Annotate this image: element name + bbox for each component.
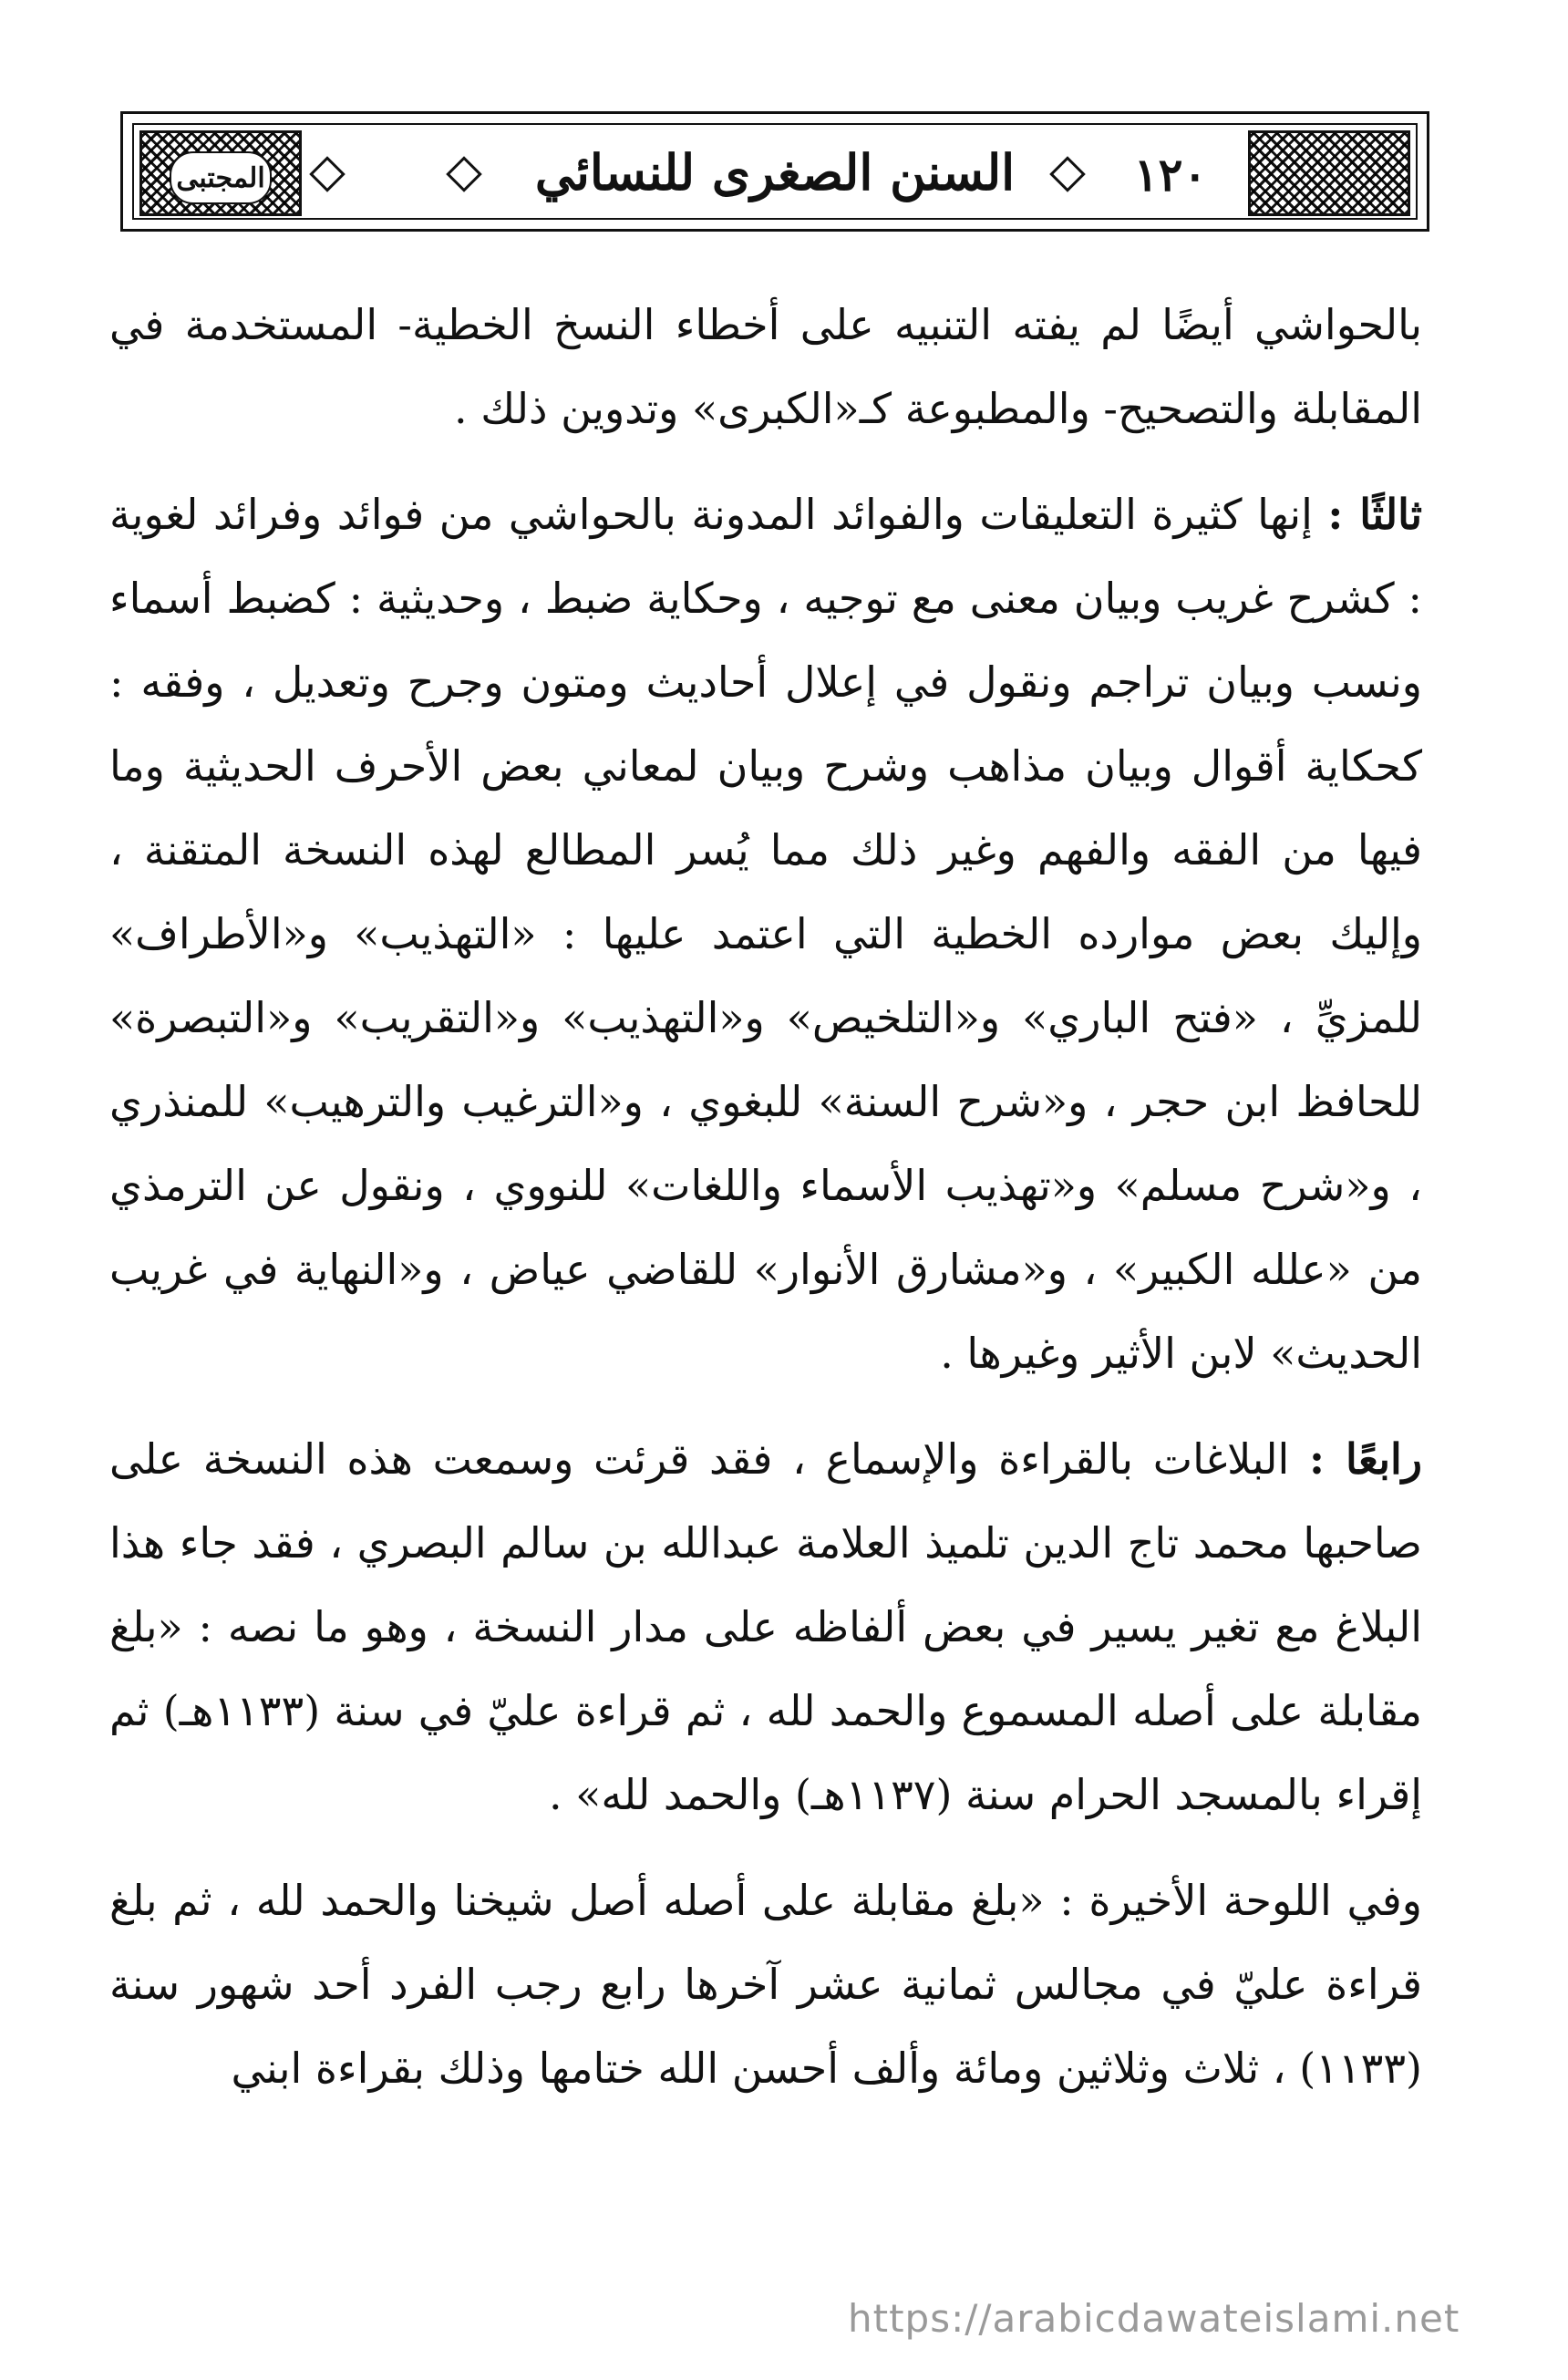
paragraph-lead: رابعًا : [1308, 1434, 1423, 1484]
paragraph-text: إنها كثيرة التعليقات والفوائد المدونة بالحواشي من فوائد وفرائد لغوية : كشرح غريب وبيان معنى مع توجيه ، وحكاية ضبط ، وحديثية : كضبط أسماء ونسب وبيان تراجم ونقول في إعلال أحاديث ومتون وجرح وتعديل ، وفقه : كحكاية أقوال وبيان مذاهب وشرح وبيان لمعاني بعض الأحرف الحديثية وما فيها من الفقه والفهم وغير ذلك مما يُسر المطالع لهذه النسخة المتقنة ، وإليك بعض موارده الخطية التي اعتمد عليها : «التهذيب» و«الأطراف» للمزيِّ ، «فتح الباري» و«التلخيص» و«التهذيب» و«التقريب» و«التبصرة» للحافظ ابن حجر ، و«شرح السنة» للبغوي ، و«الترغيب والترهيب» للمنذري ، و«شرح مسلم» و«تهذيب الأسماء واللغات» للنووي ، ونقول عن الترمذي من «علله الكبير» ، و«مشارق الأنوار» للقاضي عياض ، و«النهاية في غريب الحديث» لابن الأثير وغيرها . [109, 490, 1423, 1378]
paragraph-text: بالحواشي أيضًا لم يفته التنبيه على أخطاء النسخ الخطية- المستخدمة في المقابلة والتصحيح- والمطبوعة كـ«الكبرى» وتدوين ذلك . [109, 300, 1422, 433]
page-number: ١٢٠ [1133, 147, 1208, 202]
paragraph-4 [109, 1858, 1422, 2110]
emblem-label: المجتبى [170, 151, 272, 204]
paragraph-3 [109, 1417, 1422, 1837]
book-title: السنن الصغرى للنسائي [534, 143, 1016, 202]
paragraph-text: وفي اللوحة الأخيرة : «بلغ مقابلة على أصله أصل شيخنا والحمد لله ، ثم بلغ قراءة عليّ في مجالس ثمانية عشر آخرها رابع رجب الفرد أحد شهور سنة (١١٣٣) ، ثلاث وثلاثين ومائة وألف أحسن الله ختامها وذلك بقراءة ابني [109, 1876, 1422, 2093]
paragraph-1 [109, 283, 1422, 450]
watermark-url: https://arabicdawateislami.net [848, 2296, 1460, 2341]
paragraph-2 [109, 472, 1422, 1395]
paragraph-lead: ثالثًا : [1327, 490, 1422, 539]
right-ornament [1248, 130, 1410, 216]
paragraph-text: البلاغات بالقراءة والإسماع ، فقد قرئت وسمعت هذه النسخة على صاحبها محمد تاج الدين تلميذ العلامة عبدالله بن سالم البصري ، فقد جاء هذا البلاغ مع تغير يسير في بعض ألفاظه على مدار النسخة ، وهو ما نصه : «بلغ مقابلة على أصله المسموع والحمد لله ، ثم قراءة عليّ في سنة (١١٣٣هـ) ثم إقراء بالمسجد الحرام سنة (١١٣٧هـ) والحمد لله» . [109, 1434, 1422, 1819]
page-header [120, 111, 1429, 232]
page-body [109, 283, 1422, 2132]
emblem-ornament [139, 130, 302, 216]
